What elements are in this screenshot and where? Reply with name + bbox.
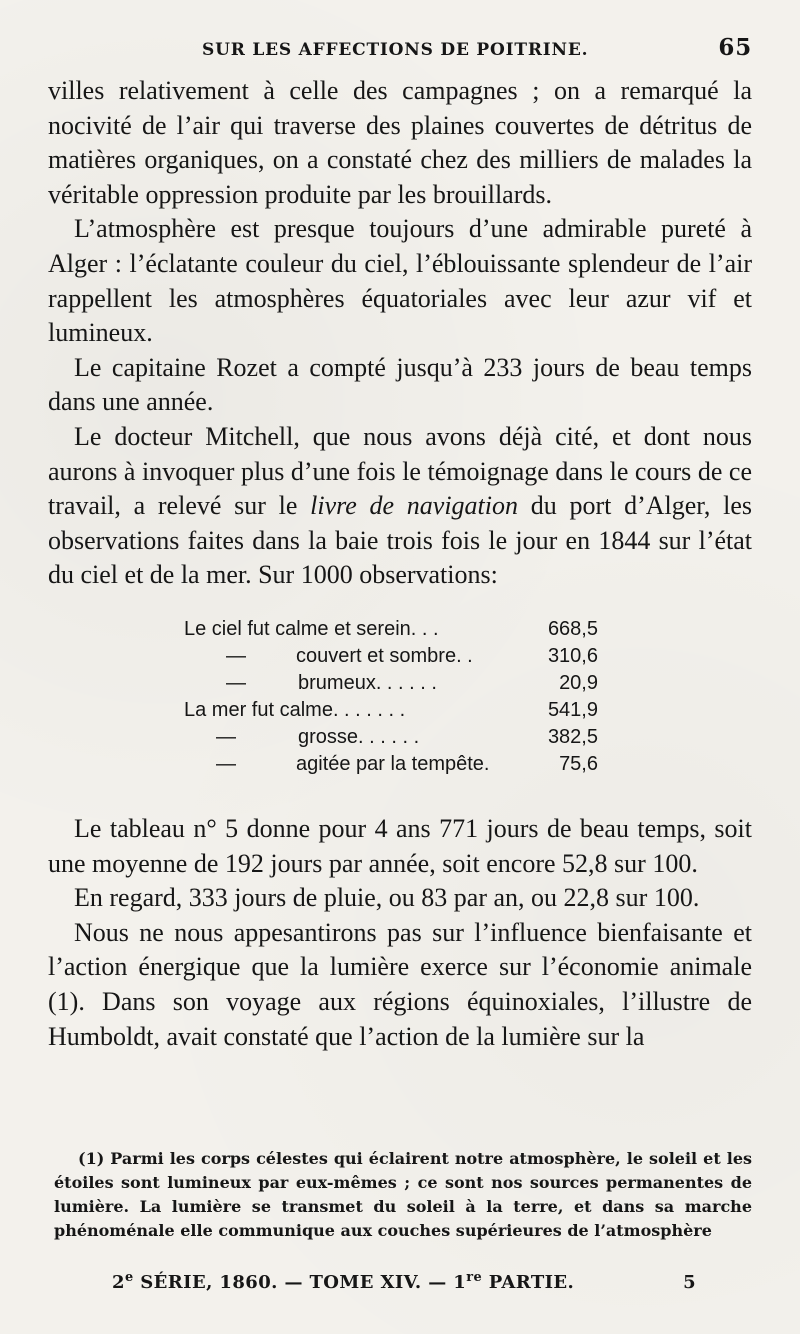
paragraph-2: L’atmosphère est presque toujours d’une admirable pureté à Alger : l’éclatante couleur du ciel, l’éblouissante splendeur de l’air rappellent les atmosphères équatoriales avec leur azur vif et lumineux.: [48, 214, 752, 348]
paragraph-3: Le capitaine Rozet a compté jusqu’à 233 jours de beau temps dans une année.: [48, 352, 752, 417]
footnote-text: (1) Parmi les corps célestes qui éclairent notre atmosphère, le soleil et les étoiles sont lumineux par eux-mêmes ; ce sont nos sources permanentes de lumière. La lumière se transmet du soleil à la terre, et dans sa marche phénoménale elle communique aux couches supérieures de l’atmosphère: [54, 1149, 752, 1240]
observation-value: 75,6: [559, 753, 598, 775]
body-text-after-table: [48, 812, 752, 1054]
table-row: [0, 699, 800, 726]
paragraph-4-italic: livre de navigation: [310, 491, 519, 521]
observation-value: 541,9: [547, 699, 598, 721]
ditto-dash: —: [226, 672, 246, 694]
ditto-dash: —: [216, 726, 236, 748]
series-info: [112, 1272, 574, 1293]
paragraph-6: En regard, 333 jours de pluie, ou 83 par an, ou 22,8 sur 100.: [74, 883, 700, 913]
series-number: 2: [112, 1272, 125, 1293]
signature-line: [112, 1272, 696, 1300]
table-row: [0, 726, 800, 753]
observation-label: La mer fut calme. . . . . . .: [184, 699, 406, 721]
sheet-number: 5: [683, 1272, 696, 1293]
page-number: 65: [718, 34, 752, 61]
observation-value: 20,9: [559, 672, 598, 694]
ditto-dash: —: [226, 645, 246, 667]
series-label: SÉRIE, 1860. — TOME XIV. — 1: [140, 1272, 467, 1293]
paragraph-7: Nous ne nous appesantirons pas sur l’influence bienfaisante et l’action énergique que la lumière exerce sur l’économie animale (1). Dans son voyage aux régions équinoxiales, l’illustre de Humboldt, avait constaté que l’action de la lumière sur la: [48, 917, 752, 1051]
paragraph-4-text-start: Le docteur Mitchell, que nous avons déjà cité, et dont nous aurons à invoquer plus d’une fois le témoignage dans le cours de ce travail, a relevé sur le: [48, 421, 752, 521]
footnote: [54, 1147, 752, 1243]
observation-value: 382,5: [547, 726, 598, 748]
running-head: [48, 34, 752, 64]
observation-label: agitée par la tempête.: [296, 753, 490, 775]
table-row: [0, 645, 800, 672]
observation-label: couvert et sombre. .: [296, 645, 473, 667]
paragraph-4: [48, 420, 752, 593]
observation-label: brumeux. . . . . .: [298, 672, 437, 694]
paragraph-1: villes relativement à celle des campagnes ; on a remarqué la nocivité de l’air qui traverse des plaines couvertes de détritus de matières organiques, on a constaté chez des milliers de malades la véritable oppression produite par les brouillards.: [48, 76, 752, 209]
running-title: SUR LES AFFECTIONS DE POITRINE.: [202, 40, 589, 60]
paragraph-5: Le tableau n° 5 donne pour 4 ans 771 jours de beau temps, soit une moyenne de 192 jours par année, soit encore 52,8 sur 100.: [48, 814, 752, 878]
table-row: [0, 672, 800, 699]
part-label: PARTIE.: [488, 1272, 575, 1293]
ditto-dash: —: [216, 753, 236, 775]
table-row: [0, 753, 800, 780]
observation-value: 668,5: [547, 618, 598, 640]
observation-value: 310,6: [547, 645, 598, 667]
observation-label: grosse. . . . . .: [298, 726, 420, 748]
paragraph-4-text-end: du port d’Alger, les observations faites dans la baie trois fois le jour en 1844 sur l’état du ciel et de la mer. Sur 1000 observations:: [48, 491, 752, 590]
part-superscript: re: [466, 1270, 483, 1285]
observations-table: [0, 618, 800, 783]
observation-label: Le ciel fut calme et serein. . .: [184, 618, 439, 640]
table-row: [0, 618, 800, 645]
body-text-block: [48, 74, 752, 593]
series-superscript: e: [124, 1270, 134, 1285]
